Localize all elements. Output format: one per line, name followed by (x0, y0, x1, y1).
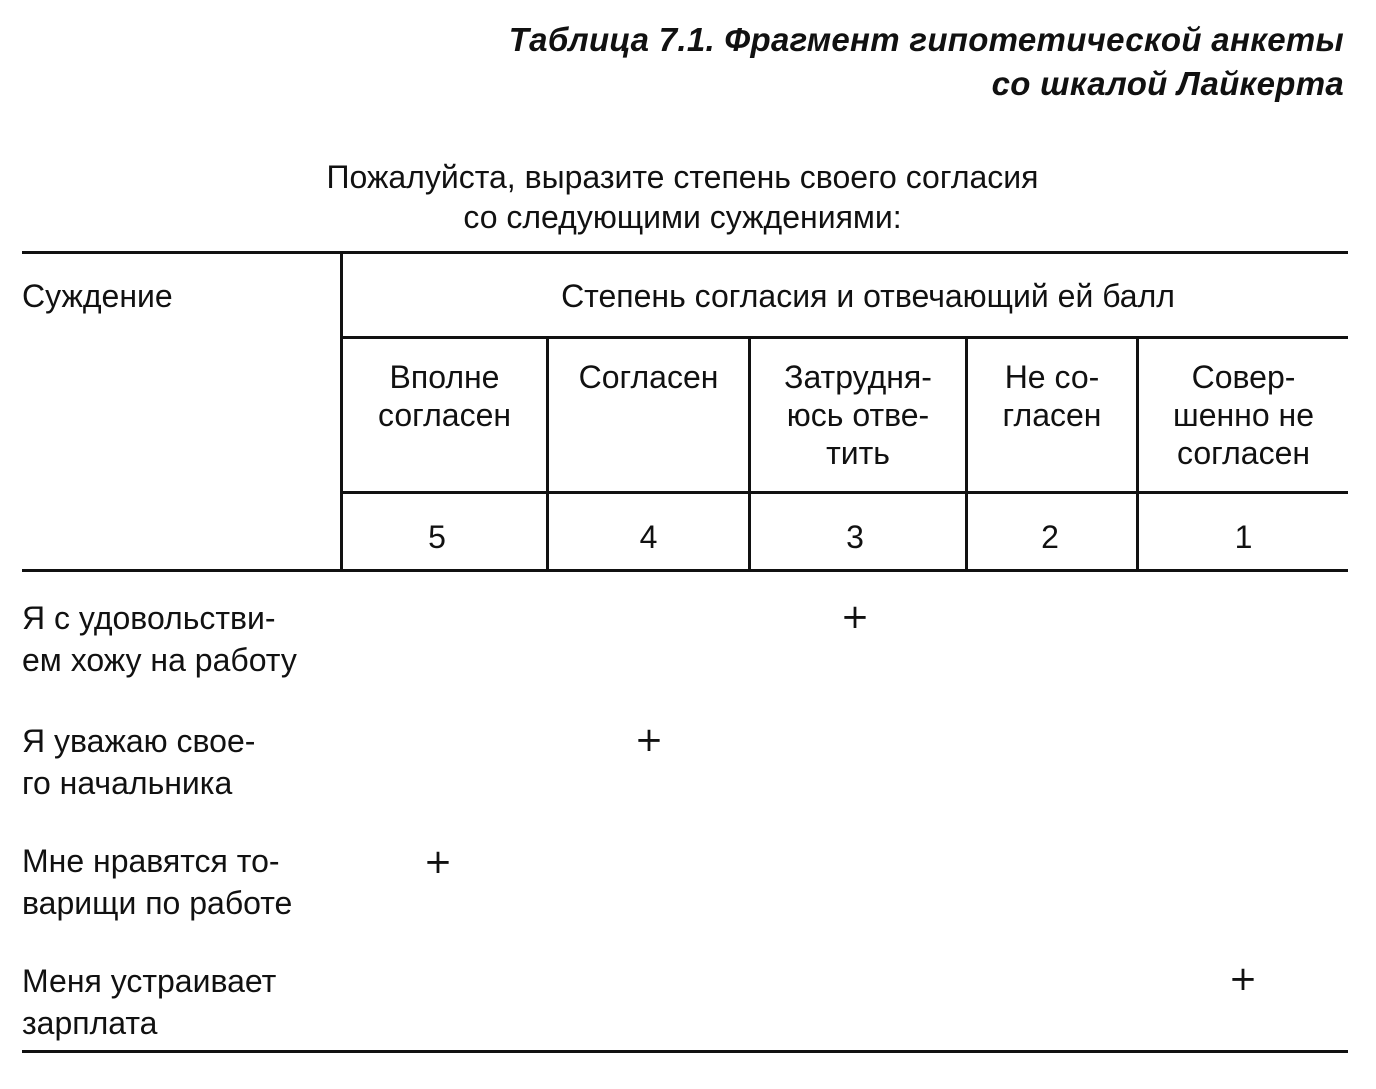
column-header-line: Вполне (389, 359, 500, 395)
judgement-line: ем хожу на работу (22, 642, 297, 678)
instruction-line-1: Пожалуйста, выразите степень своего согласия (326, 159, 1039, 195)
judgement-line: Меня устраивает (22, 963, 277, 999)
column-header-line: тить (826, 435, 890, 471)
header-divider-rule (343, 336, 1348, 339)
column-header-line: Совер- (1191, 359, 1296, 395)
column-header-fully-disagree (1139, 358, 1348, 472)
column-header-line: Согласен (578, 359, 719, 395)
column-header-line: Не со- (1004, 359, 1100, 395)
caption-line-1: Таблица 7.1. Фрагмент гипотетической анкеты (508, 21, 1344, 58)
table-caption (509, 18, 1344, 106)
score-4: 4 (639, 519, 658, 555)
response-mark: + (840, 597, 870, 637)
column-header-fully-agree (343, 358, 546, 434)
judgement-row-colleagues (22, 840, 382, 924)
column-header-line: гласен (1002, 397, 1102, 433)
column-header-line: согласен (377, 397, 512, 433)
score-row-top-rule (343, 491, 1348, 494)
score-3: 3 (846, 519, 864, 555)
judgement-line: Я с удовольстви- (22, 600, 276, 636)
column-header-line: согласен (1176, 435, 1311, 471)
score-2: 2 (1041, 519, 1059, 555)
caption-line-2: со шкалой Лайкерта (991, 65, 1344, 102)
judgement-line: зарплата (22, 1005, 158, 1041)
response-mark: + (423, 842, 453, 882)
column-header-line: юсь отве- (786, 397, 930, 433)
judgement-row-work (22, 597, 382, 681)
column-header-line: Затрудня- (784, 359, 932, 395)
survey-instruction (240, 157, 1125, 237)
header-bottom-rule (22, 569, 1348, 572)
response-mark: + (634, 720, 664, 760)
response-mark: + (1228, 959, 1258, 999)
judgement-line: го начальника (22, 765, 233, 801)
judgement-line: варищи по работе (22, 885, 293, 921)
table-bottom-rule (22, 1050, 1348, 1053)
column-header-line: шенно не (1173, 397, 1314, 433)
column-header-agree (549, 358, 748, 396)
judgement-line: Я уважаю свое- (22, 723, 256, 759)
judgement-line: Мне нравятся то- (22, 843, 280, 879)
score-5: 5 (428, 519, 446, 555)
judgement-header: Суждение (22, 278, 173, 314)
scale-header: Степень согласия и отвечающий ей балл (561, 278, 1175, 314)
column-header-undecided (751, 358, 965, 472)
judgement-row-boss (22, 720, 382, 804)
score-1: 1 (1234, 519, 1253, 555)
judgement-row-salary (22, 960, 382, 1044)
column-header-disagree (968, 358, 1136, 434)
instruction-line-2: со следующими суждениями: (463, 199, 902, 235)
table-top-rule (22, 251, 1348, 254)
